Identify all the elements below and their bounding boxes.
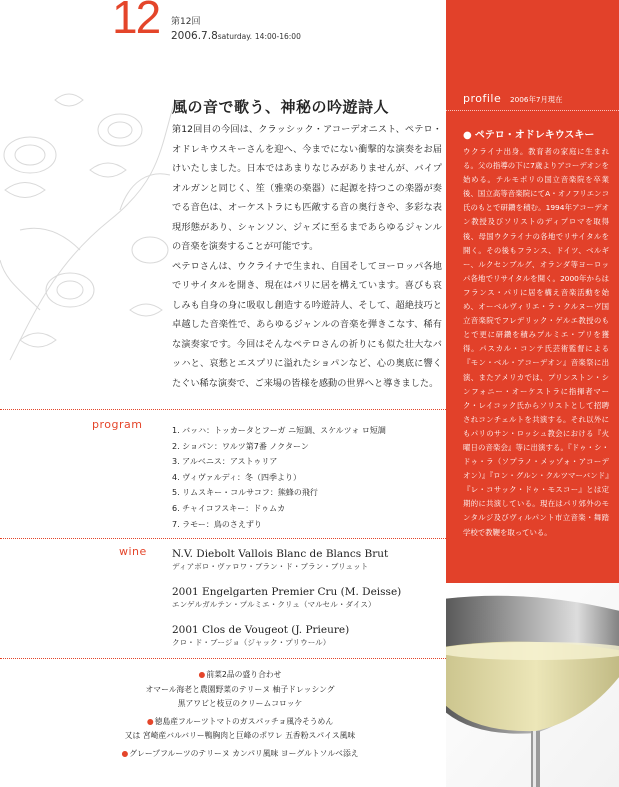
wine-item bbox=[172, 623, 442, 649]
menu-line: 又は 宮崎産バルバリー鴨胸肉と巨峰のポワレ 五香粉スパイス風味 bbox=[124, 731, 356, 740]
wine-kana: ディアボロ・ヴァロワ・ブラン・ド・ブラン・ブリュット bbox=[172, 562, 369, 571]
profile-bio: ウクライナ出身。教育者の家庭に生まれる。父の指導の下に7歳よりアコーデオンを始める。テルモポリの国立音楽院を卒業後、国立高等音楽院にてA・オノフリエンコ氏のもとで研鑽を積む。1994年アコーデオン教授及びソリストのディプロマを取得後、母国ウクライナの各地でリサイタルを開く。その後もフランス、ドイツ、ベルギー、ルクセンブルグ、オランダ等ヨーロッパ各地でリサイタルを開く。2000年からはフランス・パリに居を構え音楽活動を始め、オーベルヴィリエ・ラ・クルヌーヴ国立音楽院でフレデリック・ゲルエ教授のもとで更に研鑽を積みプルミエ・プリを獲得。パスカル・コンテ氏芸術監督による『モン・ベル・アコーデオン』音楽祭に出演、またアメリカでは、プリンストン・シンフォニー・オーケストラに指揮者マーク・レイコック氏からソリストとして招聘されコンチェルトを共演する。それ以外にもパリのサン・ロッシュ教会における『火曜日の音楽会』等に出演する。『ドゥ・シ・ドゥ・ラ（ソプラノ・メッゾォ・アコーデオン）』『ロン・グルン・クルツマーバンド』『レ・コサック・ドゥ・モスコー』とは定期的に共演している。現在はパリ郊外のモンタルジ及びヴィルパント市立音楽・舞踏学校で教鞭を取っている。 bbox=[463, 147, 609, 537]
menu-lead: ● 徳島産フルーツトマトのガスパッチョ風冷そうめん bbox=[60, 715, 420, 730]
program-item: 1. バッハ：トッカータとフーガ ニ短調、スケルツォ ロ短調 bbox=[172, 426, 386, 435]
wine-name: N.V. Diebolt Vallois Blanc de Blancs Brut bbox=[172, 548, 389, 560]
menu-item bbox=[60, 715, 420, 744]
wine-name: 2001 Engelgarten Premier Cru (M. Deisse) bbox=[172, 586, 402, 598]
program-item: 7. ラモー：鳥のさえずり bbox=[172, 519, 262, 529]
section-divider bbox=[0, 538, 446, 539]
program-item: 2. ショパン：ワルツ第7番 ノクターン bbox=[172, 441, 309, 451]
program-item: 3. アルベニス：アストゥリア bbox=[172, 457, 278, 467]
wine-kana: エンゲルガルテン・プルミエ・クリュ（マルセル・ダイス） bbox=[172, 600, 376, 609]
intro-text bbox=[172, 120, 442, 393]
issue-number: 12 bbox=[112, 0, 160, 43]
floral-decoration bbox=[0, 60, 180, 390]
issue-label: 第12回 bbox=[171, 17, 201, 27]
wine-name: 2001 Clos de Vougeot (J. Prieure) bbox=[172, 624, 350, 636]
wine-kana: クロ・ド・ブージョ（ジャック・プリウール） bbox=[172, 638, 331, 647]
menu-item bbox=[60, 747, 420, 762]
profile-name: ● ペテロ・オドレキウスキー bbox=[463, 126, 594, 141]
program-label: program bbox=[92, 418, 143, 431]
wine-item bbox=[172, 547, 442, 573]
menu-line: オマール海老と農園野菜のテリーヌ 柚子ドレッシング bbox=[145, 684, 335, 694]
program-item: 6. チャイコフスキー：ドゥムカ bbox=[172, 503, 286, 513]
menu-lead: ● グレープフルーツのテリーヌ カンパリ風味 ヨーグルトソルベ添え bbox=[60, 747, 420, 762]
wine-item bbox=[172, 585, 442, 611]
profile-divider bbox=[446, 110, 619, 111]
profile-title: profile bbox=[463, 92, 502, 105]
section-divider bbox=[0, 409, 446, 410]
wine-label: wine bbox=[119, 545, 147, 558]
program-item: 4. ヴィヴァルディ：冬（四季より） bbox=[172, 472, 301, 482]
intro-paragraph-2: ペテロさんは、ウクライナで生まれ、自国そしてヨーロッパ各地でリサイタルを開き、現在はパリに居を構えています。喜びも哀しみも自身の身に吸収し創造する吟遊詩人、そして、超絶技巧と卓越した音楽性で、あらゆるジャンルの音楽を弾きこなす、稀有な演奏家です。今回はそんなペテロさんの祈りにも似た壮大なバッハと、哀愁とエスプリに溢れたショパンなど、心の奥底に響くたぐい稀な演奏で、ご来場の皆様を感動の世界へと導きました。 bbox=[172, 260, 442, 389]
event-datetime bbox=[171, 30, 301, 42]
wine-glass-photo bbox=[446, 583, 619, 787]
headline: 風の音で歌う、神秘の吟遊詩人 bbox=[172, 98, 390, 116]
menu-item bbox=[60, 668, 420, 712]
program-item: 5. リムスキー・コルサコフ：熊蜂の飛行 bbox=[172, 488, 318, 498]
event-time: 14:00-16:00 bbox=[254, 32, 301, 41]
section-divider bbox=[0, 658, 446, 659]
menu-list bbox=[60, 668, 420, 764]
menu-lead: ● 前菜2品の盛り合わせ bbox=[60, 668, 420, 683]
event-weekday: saturday. bbox=[217, 32, 253, 41]
intro-paragraph-1: 第12回目の今回は、クラッシック・アコーデオニスト、ペテロ・オドレキウスキーさんを迎へ、今までにない衝撃的な演奏をお届けいたしました。日本ではあまりなじみがありませんが、バイプオルガンと同じく、笙（雅楽の楽器）に起源を持つこの楽器が奏でる音色は、オーケストラにも匹敵する音の奥行きや、多彩な表現形態があり、シャンソン、ジャズに至るまであらゆるジャンルの音楽を演奏することが可能です。 bbox=[172, 124, 442, 252]
menu-line: 黒アワビと枝豆のクリームコロッケ bbox=[177, 699, 303, 708]
program-list bbox=[172, 423, 386, 532]
profile-panel bbox=[446, 0, 619, 583]
profile-date: 2006年7月現在 bbox=[510, 95, 563, 104]
event-date: 2006.7.8 bbox=[171, 30, 218, 42]
wine-list bbox=[172, 547, 442, 661]
